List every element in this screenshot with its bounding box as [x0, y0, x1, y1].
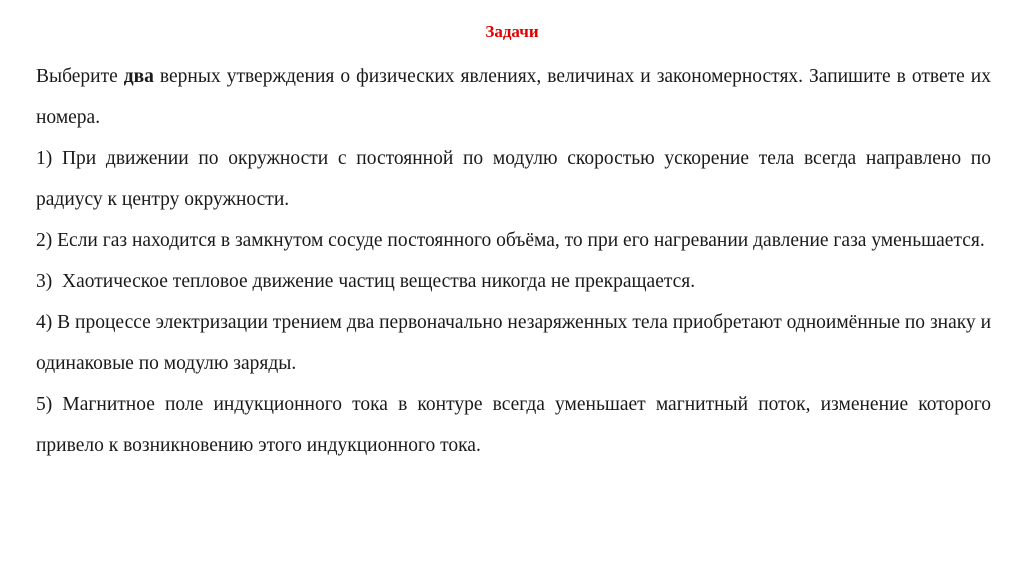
statement-item-5: [36, 384, 991, 466]
statement-item-3: [36, 261, 991, 302]
statement-number: 3): [36, 271, 53, 292]
instruction-after: верных утверждения о физических явлениях, величинах и закономерностях. Запишите в ответе их номера.: [36, 66, 991, 128]
statement-item-4: [36, 302, 991, 384]
statement-number: 1): [36, 148, 53, 169]
page-title: Задачи: [485, 22, 539, 41]
instruction: [36, 56, 991, 138]
statement-number: 2): [36, 230, 53, 251]
statement-text: Хаотическое тепловое движение частиц вещества никогда не прекращается.: [62, 271, 696, 292]
statement-number: 5): [36, 394, 53, 415]
statement-text: При движении по окружности с постоянной по модулю скоростью ускорение тела всегда направлено по радиусу к центру окружности.: [36, 148, 991, 210]
statement-item-2: [36, 220, 991, 261]
statement-text: В процессе электризации трением два первоначально незаряженных тела приобретают одноимённые по знаку и одинаковые по модулю заряды.: [36, 312, 992, 374]
task-content: [36, 56, 991, 466]
statement-text: Магнитное поле индукционного тока в контуре всегда уменьшает магнитный поток, изменение которого привело к возникновению этого индукционного тока.: [36, 394, 991, 456]
statement-number: 4): [36, 312, 53, 333]
instruction-emphasis: два: [123, 66, 154, 87]
statement-text: Если газ находится в замкнутом сосуде постоянного объёма, то при его нагревании давление газа уменьшается.: [57, 230, 985, 251]
instruction-before: Выберите: [36, 66, 124, 87]
statement-item-1: [36, 138, 991, 220]
